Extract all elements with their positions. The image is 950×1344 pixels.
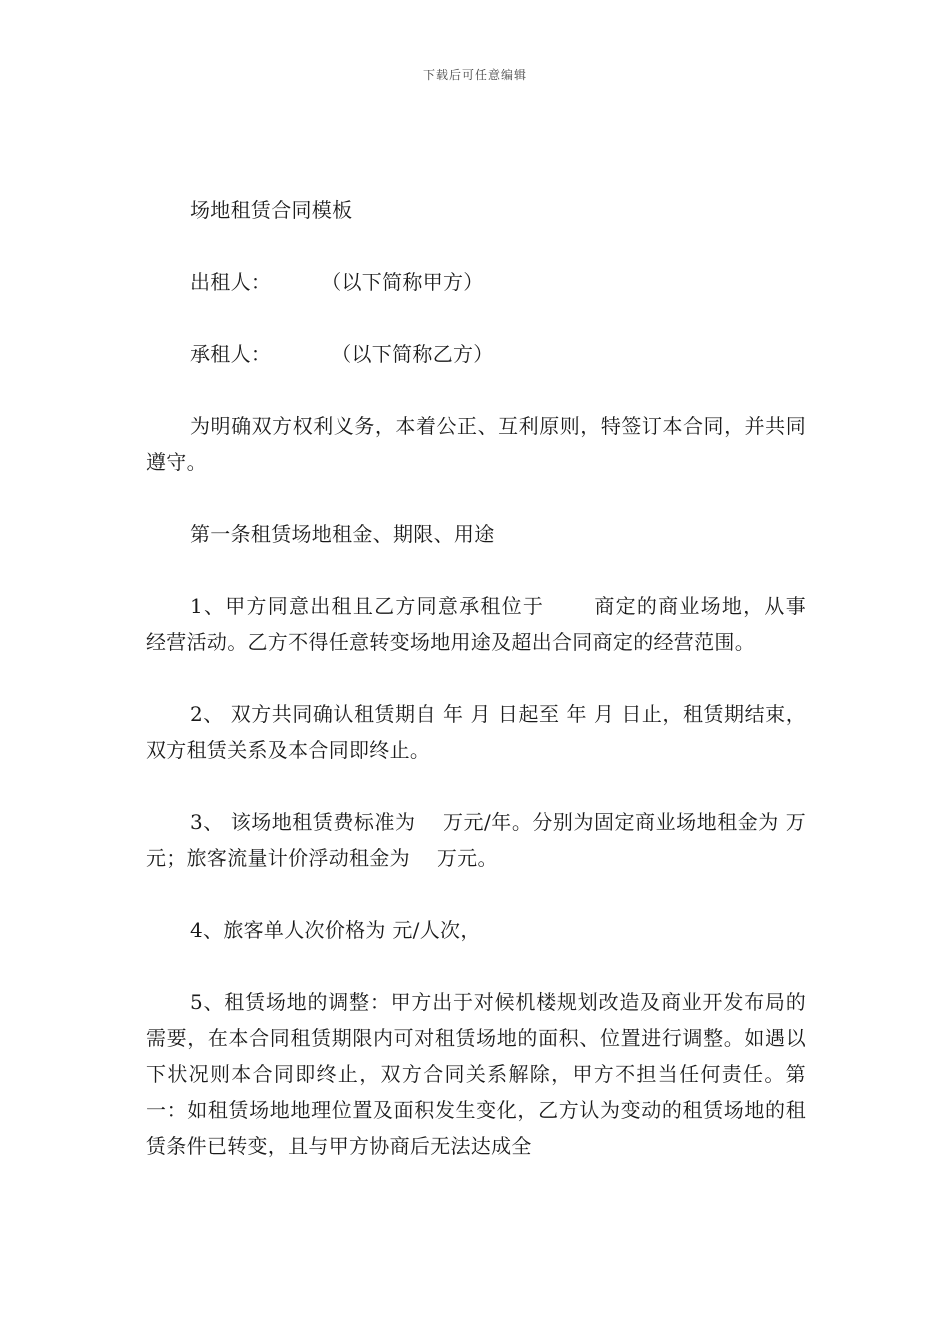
- lessor-note: （以下简称甲方）: [321, 270, 484, 294]
- clause-3: 3、 该场地租赁费标准为 万元/年。分别为固定商业场地租金为 万元；旅客流量计价浮动租金为 万元。: [146, 810, 806, 870]
- lessee-note: （以下简称乙方）: [331, 342, 494, 366]
- article1-heading: 第一条租赁场地租金、期限、用途: [190, 522, 495, 546]
- lessor-line: [146, 264, 806, 300]
- lessee-label: 承租人：: [190, 342, 272, 366]
- lessee-line: [146, 336, 806, 372]
- preamble-paragraph: 为明确双方权利义务，本着公正、互利原则，特签订本合同，并共同遵守。: [146, 414, 806, 474]
- document-title: 场地租赁合同模板: [190, 198, 353, 222]
- lessor-label: 出租人：: [190, 270, 272, 294]
- document-body: [146, 192, 833, 1164]
- clause-2: 2、 双方共同确认租赁期自 年 月 日起至 年 月 日止，租赁期结束，双方租赁关系及本合同即终止。: [146, 702, 806, 762]
- clause-1: 1、甲方同意出租且乙方同意承租位于 商定的商业场地，从事 经营活动。乙方不得任意转变场地用途及超出合同商定的经营范围。: [146, 594, 833, 654]
- clause-4: 4、旅客单人次价格为 元/人次，: [190, 918, 481, 942]
- clause-5: 5、租赁场地的调整：甲方出于对候机楼规划改造及商业开发布局的需要，在本合同租赁期限内可对租赁场地的面积、位置进行调整。如遇以下状况则本合同即终止，双方合同关系解除，甲方不担当任何责任。第一：如租赁场地地理位置及面积发生变化，乙方认为变动的租赁场地的租赁条件已转变，且与甲方协商后无法达成全: [146, 990, 806, 1158]
- page-header-note: 下载后可任意编辑: [422, 68, 527, 82]
